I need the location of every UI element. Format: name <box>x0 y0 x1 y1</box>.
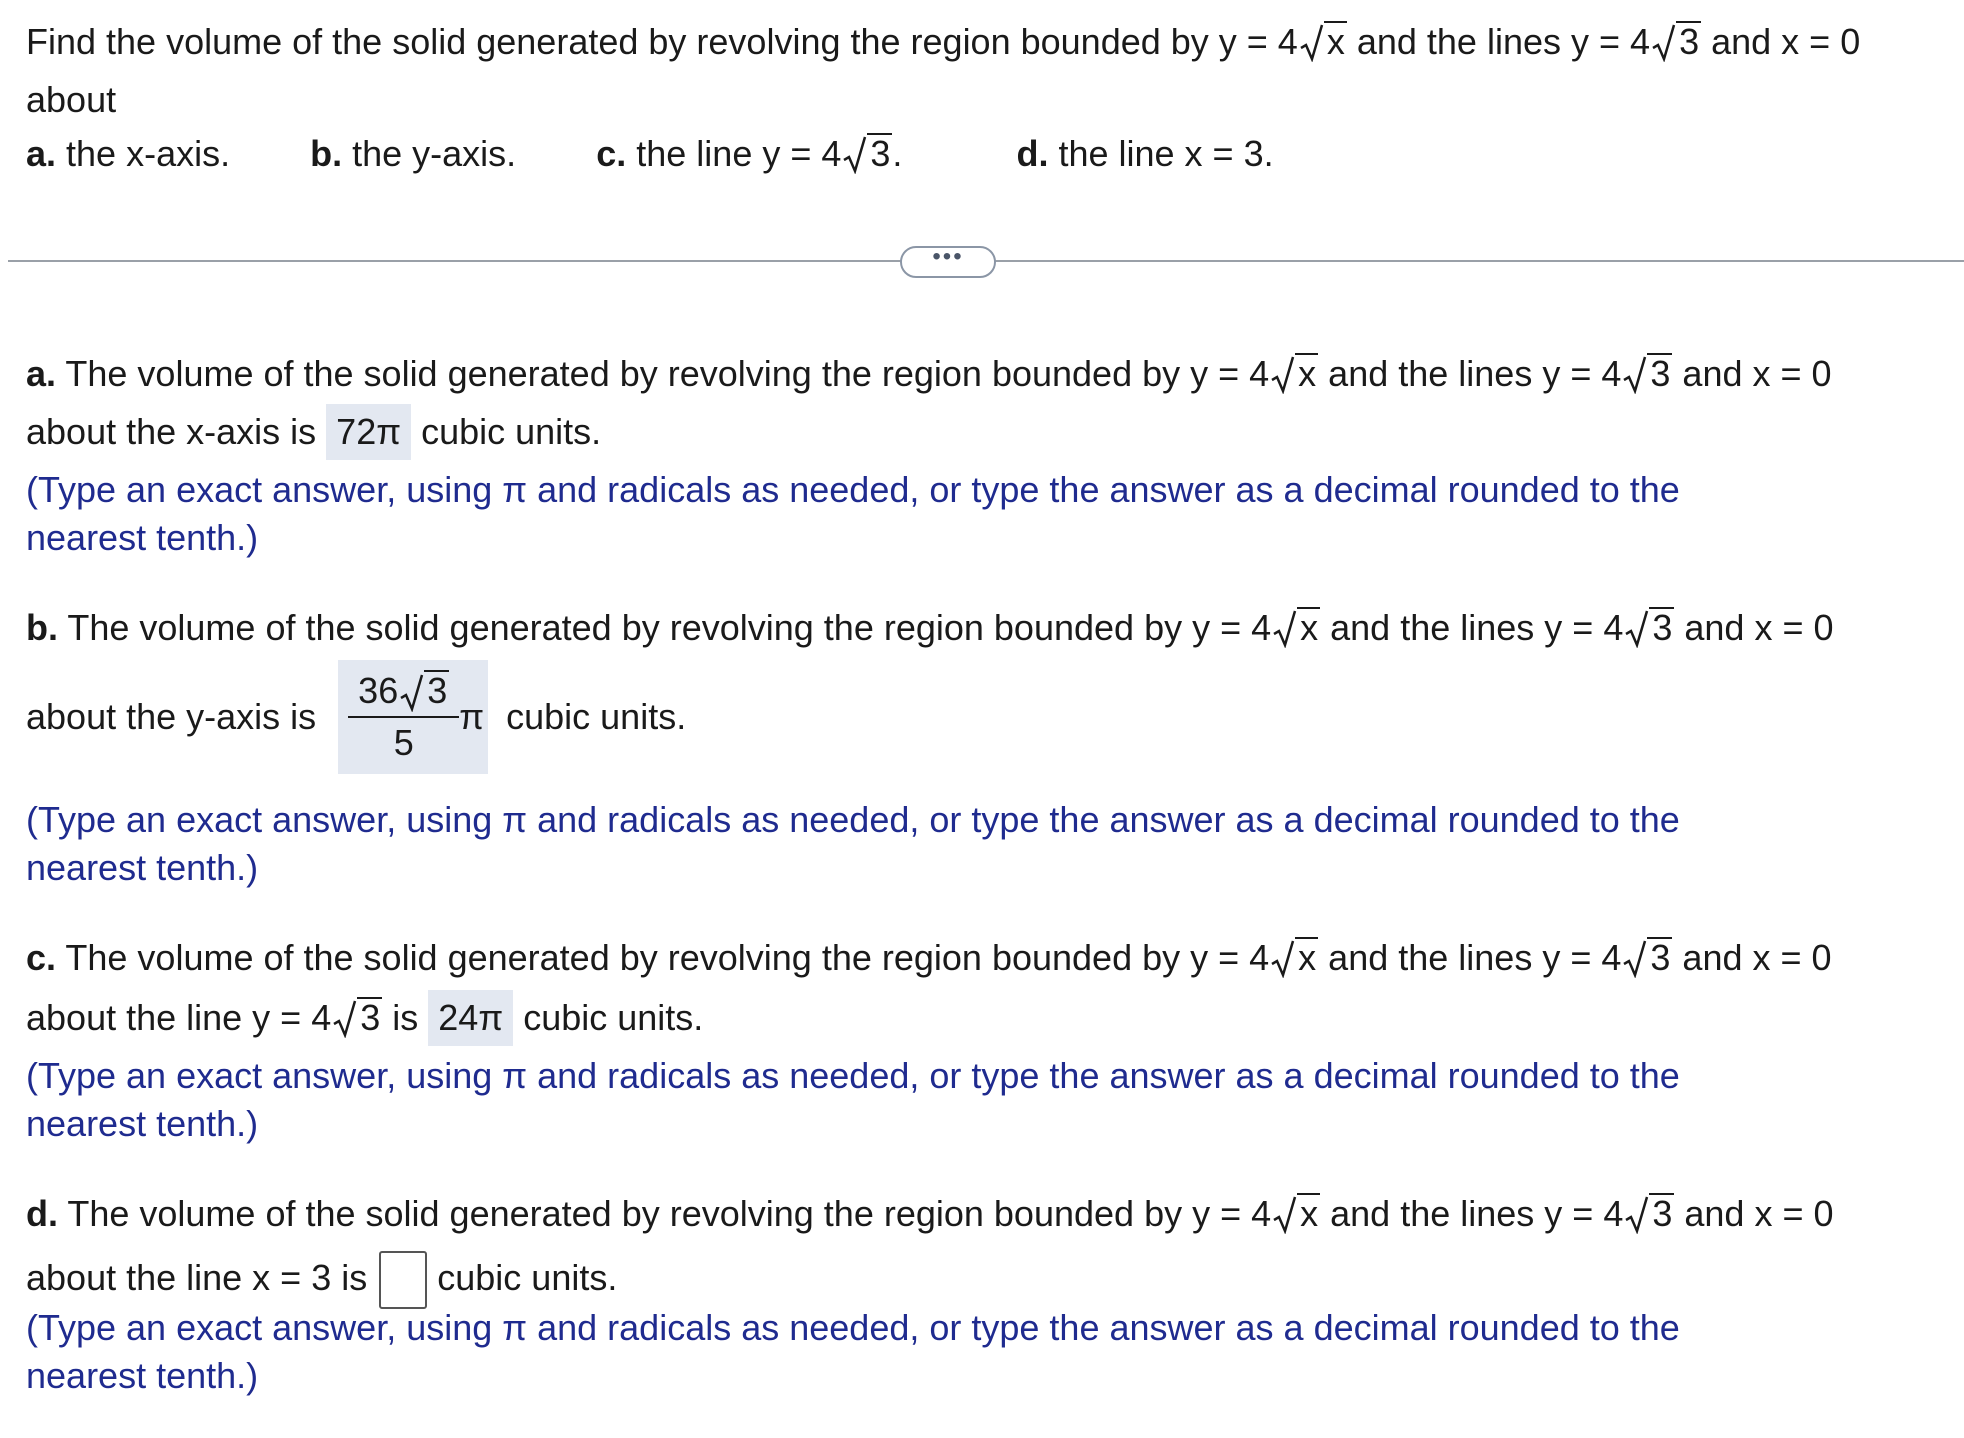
answer-b-fraction: 36 3 5 <box>348 670 459 764</box>
sqrt-x-radical: x <box>1271 352 1318 396</box>
question-line-1: Find the volume of the solid generated by revolving the region bounded by y = 4 x and the lines y = 4 3 and x = 0 <box>26 21 1861 62</box>
question-intro: Find the volume of the solid generated by revolving the region bounded by y = 4 <box>26 21 1298 62</box>
sqrt-x-radical: x <box>1300 20 1347 64</box>
sqrt-x-radical: x <box>1273 606 1320 650</box>
hint-d-line-2: nearest tenth.) <box>26 1355 259 1396</box>
sqrt-3-radical: 3 <box>1623 936 1672 980</box>
hint-c-line-1: (Type an exact answer, using π and radicals as needed, or type the answer as a decimal rounded to the <box>26 1055 1680 1096</box>
answer-d-line-2: about the line x = 3 is cubic units. <box>26 1248 617 1309</box>
sqrt-3-radical: 3 <box>1625 1192 1674 1236</box>
sqrt-3-radical: 3 <box>843 132 892 176</box>
more-options-button[interactable]: ••• <box>900 246 996 278</box>
hint-b-line-1: (Type an exact answer, using π and radicals as needed, or type the answer as a decimal rounded to the <box>26 799 1680 840</box>
answer-c-line-1: c. The volume of the solid generated by revolving the region bounded by y = 4 x and the lines y = 4 3 and x = 0 <box>26 937 1832 978</box>
sqrt-x-radical: x <box>1271 936 1318 980</box>
question-parts <box>26 132 1274 176</box>
answer-c-field[interactable]: 24π <box>428 990 513 1046</box>
sqrt-x-radical: x <box>1273 1192 1320 1236</box>
answer-a-line-1: a. The volume of the solid generated by revolving the region bounded by y = 4 x and the lines y = 4 3 and x = 0 <box>26 353 1832 394</box>
hint-a-line-2: nearest tenth.) <box>26 517 259 558</box>
answer-a-field[interactable]: 72π <box>326 404 411 460</box>
part-c-label: c. the line y = 4 3. <box>596 133 903 174</box>
hint-d-line-1: (Type an exact answer, using π and radicals as needed, or type the answer as a decimal rounded to the <box>26 1307 1680 1348</box>
answer-a-line-2: about the x-axis is 72π cubic units. <box>26 404 601 460</box>
answer-b-line-2: about the y-axis is 36 3 5 π cubic units. <box>26 660 686 774</box>
hint-c-line-2: nearest tenth.) <box>26 1103 259 1144</box>
part-a-label: a. the x-axis. <box>26 133 231 174</box>
sqrt-3-radical: 3 <box>400 670 449 712</box>
question-about: about <box>26 79 117 120</box>
sqrt-3-radical: 3 <box>1625 606 1674 650</box>
hint-b-line-2: nearest tenth.) <box>26 847 259 888</box>
sqrt-3-radical: 3 <box>333 996 382 1040</box>
part-d-label: d. the line x = 3. <box>1016 133 1274 174</box>
sqrt-3-radical: 3 <box>1623 352 1672 396</box>
answer-b-line-1: b. The volume of the solid generated by revolving the region bounded by y = 4 x and the lines y = 4 3 and x = 0 <box>26 607 1834 648</box>
answer-c-line-2: about the line y = 4 3 is 24π cubic units. <box>26 990 703 1046</box>
sqrt-3-radical: 3 <box>1652 20 1701 64</box>
part-b-label: b. the y-axis. <box>310 133 517 174</box>
answer-d-line-1: d. The volume of the solid generated by revolving the region bounded by y = 4 x and the lines y = 4 3 and x = 0 <box>26 1193 1834 1234</box>
answer-b-field[interactable]: 36 3 5 π <box>338 660 488 774</box>
hint-a-line-1: (Type an exact answer, using π and radicals as needed, or type the answer as a decimal rounded to the <box>26 469 1680 510</box>
answer-d-input[interactable] <box>379 1251 427 1309</box>
